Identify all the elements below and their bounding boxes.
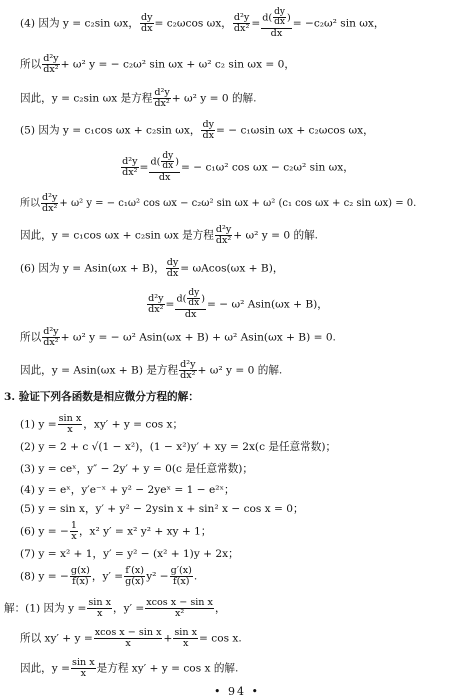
part4-line2: 所以 $\frac{\text{d²y}}{\text{dx²}}$ + ω² y = − c₂ω² sin ωx + ω² c₂ sin ωx = 0， bbox=[20, 53, 295, 76]
q3-item-3: (3) y = ceˣ，y″ − 2y′ + y = 0(c 是任意常数)； bbox=[20, 463, 254, 475]
part5-line2: $\frac{\text{d²y}}{\text{dx²}}$ = d( $\frac{dy}{dx}$ ) dx = − c₁ω² cos ωx − c₂ω² sin ωx， bbox=[122, 151, 354, 183]
nested-fraction: d( $\frac{dy}{dx}$ ) dx bbox=[176, 288, 205, 320]
fraction: $\frac{\text{d²y}}{\text{dx²}}$ bbox=[43, 326, 59, 349]
part6-line4: 因此，y = Asin(ωx + B) 是方程 $\frac{\text{d²y}}{\text{dx²}}$ + ω² y = 0 的解. bbox=[20, 359, 283, 382]
nested-fraction: d( $\frac{dy}{dx}$ ) dx bbox=[150, 151, 179, 183]
part6-line3: 所以 $\frac{\text{d²y}}{\text{dx²}}$ + ω² y = − ω² Asin(ωx + B) + ω² Asin(ωx + B) = 0. bbox=[20, 326, 336, 349]
q3-item-4: (4) y = eˣ，y′e⁻ˣ + y² − 2yeˣ = 1 − e²ˣ； bbox=[20, 484, 235, 496]
solution-line2: 所以 xy′ + y = $\frac{\text{xcos x − sin x}}{x}$ + $\frac{\text{sin x}}{x}$ = cos x. bbox=[20, 627, 242, 650]
q3-item-7: (7) y = x² + 1，y′ = y² − (x² + 1)y + 2x； bbox=[20, 548, 239, 560]
fraction: $\frac{\text{d²y}}{\text{dx²}}$ bbox=[180, 359, 196, 382]
fraction: $\frac{g'(x)}{f(x)}$ bbox=[170, 565, 192, 588]
solution-line3: 因此，y = $\frac{\text{sin x}}{x}$ 是方程 xy′ + y = cos x 的解. bbox=[20, 657, 239, 680]
fraction: $\frac{\text{sin x}}{x}$ bbox=[174, 627, 198, 650]
part6-line2: $\frac{\text{d²y}}{\text{dx²}}$ = d( $\frac{dy}{dx}$ ) dx = − ω² Asin(ωx + B)， bbox=[148, 288, 328, 320]
q3-item-6: (6) y = − $\frac{1}{x}$ ，x² y′ = x² y² + xy + 1； bbox=[20, 520, 212, 543]
nested-fraction: d( $\frac{dy}{dx}$ ) dx bbox=[262, 7, 291, 39]
fraction: $\frac{\text{d²y}}{\text{dx²}}$ bbox=[42, 192, 58, 215]
q3-item-2: (2) y = 2 + c √(1 − x²)，(1 − x²)y′ + xy = 2x(c 是任意常数)； bbox=[20, 441, 337, 453]
fraction: $\frac{\text{d²y}}{\text{dx²}}$ bbox=[43, 53, 59, 76]
fraction: $\frac{g(x)}{f(x)}$ bbox=[70, 565, 90, 588]
page-number: • 94 • bbox=[214, 685, 260, 698]
fraction: $\frac{\text{xcos x − sin x}}{x}$ bbox=[94, 627, 162, 650]
part5-line3: 所以 $\frac{\text{d²y}}{\text{dx²}}$ + ω² y = − c₁ω² cos ωx − c₂ω² sin ωx + ω² (c₁ cos ωx + c₂ sin ωx) = 0. bbox=[20, 192, 417, 215]
fraction: $\frac{\text{d²y}}{\text{dx²}}$ bbox=[233, 11, 250, 34]
fraction: $\frac{1}{x}$ bbox=[70, 520, 77, 543]
fraction: $\frac{\text{sin x}}{x}$ bbox=[58, 413, 82, 436]
question-3-heading: 3. 验证下列各函数是相应微分方程的解： bbox=[4, 391, 199, 403]
fraction: $\frac{\text{d²y}}{\text{dx²}}$ bbox=[154, 87, 170, 110]
fraction: $\frac{\text{d²y}}{\text{dx²}}$ bbox=[122, 155, 138, 178]
fraction: $\frac{\text{d²y}}{\text{dx²}}$ bbox=[215, 224, 232, 247]
part5-line1: (5) 因为 y = c₁cos ωx + c₂sin ωx， $\frac{dy}{dx}$ = − c₁ωsin ωx + c₂ωcos ωx， bbox=[20, 119, 374, 142]
fraction: $\frac{\text{sin x}}{x}$ bbox=[72, 657, 95, 680]
part4-line3: 因此，y = c₂sin ωx 是方程 $\frac{\text{d²y}}{\text{dx²}}$ + ω² y = 0 的解. bbox=[20, 87, 257, 110]
fraction: $\frac{dy}{dx}$ bbox=[202, 119, 215, 142]
fraction: $\frac{dy}{dx}$ bbox=[140, 11, 153, 34]
fraction: $\frac{\text{sin x}}{x}$ bbox=[88, 597, 111, 620]
q3-item-5: (5) y = sin x，y′ + y² − 2ysin x + sin² x − cos x = 0； bbox=[20, 503, 304, 515]
part4-line1: (4) 因为 y = c₂sin ωx， $\frac{dy}{dx}$ = c₂ωcos ωx， $\frac{\text{d²y}}{\text{dx²}}$ = d( $\frac{dy}{dx}$ ) dx = −c₂ω² sin ωx， bbox=[20, 7, 385, 39]
part5-line4: 因此，y = c₁cos ωx + c₂sin ωx 是方程 $\frac{\text{d²y}}{\text{dx²}}$ + ω² y = 0 的解. bbox=[20, 224, 319, 247]
q3-item-8: (8) y = − $\frac{g(x)}{f(x)}$ ，y′ = $\frac{f'(x)}{g(x)}$ y² − $\frac{g'(x)}{f(x)}$ . bbox=[20, 565, 198, 588]
fraction: $\frac{\text{d²y}}{\text{dx²}}$ bbox=[148, 292, 164, 315]
fraction: $\frac{dy}{dx}$ bbox=[166, 257, 179, 280]
q3-item-1: (1) y = $\frac{\text{sin x}}{x}$ ，xy′ + y = cos x； bbox=[20, 413, 184, 436]
solution-line1: 解：(1) 因为 y = $\frac{\text{sin x}}{x}$ ，y′ = $\frac{\text{xcos x − sin x}}{\text{x²}}$ ， bbox=[4, 597, 226, 620]
fraction: $\frac{f'(x)}{g(x)}$ bbox=[125, 565, 145, 588]
fraction: $\frac{\text{xcos x − sin x}}{\text{x²}}$ bbox=[146, 597, 213, 620]
part6-line1: (6) 因为 y = Asin(ωx + B)， $\frac{dy}{dx}$ = ωAcos(ωx + B)， bbox=[20, 257, 284, 280]
